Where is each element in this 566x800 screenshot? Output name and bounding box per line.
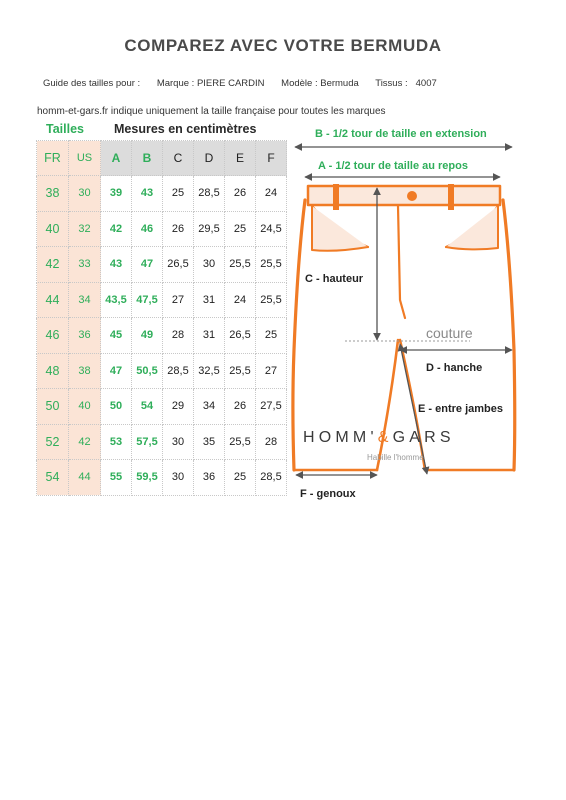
cell-f: 24,5 [256, 211, 287, 247]
header-e: E [225, 141, 256, 176]
cell-e: 26,5 [225, 318, 256, 354]
cell-b: 49 [132, 318, 163, 354]
guide-fabric-label: Tissus : [375, 78, 408, 89]
page-title: COMPAREZ AVEC VOTRE BERMUDA [124, 36, 442, 55]
cell-c: 28,5 [163, 353, 194, 389]
cell-fr: 50 [37, 389, 69, 425]
header-d: D [194, 141, 225, 176]
cell-f: 27,5 [256, 389, 287, 425]
cell-c: 25 [163, 176, 194, 212]
brand-logo: HOMM'&GARS [303, 429, 455, 446]
header-b: B [132, 141, 163, 176]
cell-a: 50 [101, 389, 132, 425]
cell-a: 39 [101, 176, 132, 212]
cell-us: 30 [69, 176, 101, 212]
info-text: homm-et-gars.fr indique uniquement la taille française pour toutes les marques [37, 106, 386, 117]
cell-d: 35 [194, 424, 225, 460]
cell-d: 28,5 [194, 176, 225, 212]
label-c: C - hauteur [305, 273, 364, 285]
cell-d: 36 [194, 460, 225, 496]
cell-c: 29 [163, 389, 194, 425]
cell-a: 53 [101, 424, 132, 460]
cell-f: 25 [256, 318, 287, 354]
cell-d: 30 [194, 247, 225, 283]
cell-f: 28,5 [256, 460, 287, 496]
header-fr: FR [37, 141, 69, 176]
cell-b: 47,5 [132, 282, 163, 318]
cell-e: 24 [225, 282, 256, 318]
cell-us: 42 [69, 424, 101, 460]
tailles-heading: Tailles [46, 122, 84, 136]
cell-c: 26 [163, 211, 194, 247]
cell-f: 25,5 [256, 282, 287, 318]
cell-a: 55 [101, 460, 132, 496]
cell-c: 30 [163, 460, 194, 496]
cell-b: 46 [132, 211, 163, 247]
guide-brand: Marque : PIERE CARDIN [156, 78, 265, 89]
cell-fr: 44 [37, 282, 69, 318]
cell-d: 34 [194, 389, 225, 425]
cell-a: 45 [101, 318, 132, 354]
cell-fr: 40 [37, 211, 69, 247]
cell-b: 57,5 [132, 424, 163, 460]
cell-f: 25,5 [256, 247, 287, 283]
cell-fr: 42 [37, 247, 69, 283]
cell-a: 43 [101, 247, 132, 283]
label-d: D - hanche [426, 362, 483, 374]
cell-e: 26 [225, 389, 256, 425]
cell-e: 25 [225, 460, 256, 496]
guide-label: Guide des tailles pour : [43, 78, 141, 89]
header-f: F [256, 141, 287, 176]
cell-fr: 48 [37, 353, 69, 389]
cell-us: 34 [69, 282, 101, 318]
cell-c: 30 [163, 424, 194, 460]
cell-d: 31 [194, 282, 225, 318]
cell-us: 32 [69, 211, 101, 247]
label-f: F - genoux [300, 488, 356, 500]
cell-d: 31 [194, 318, 225, 354]
cell-fr: 38 [37, 176, 69, 212]
cell-e: 25,5 [225, 247, 256, 283]
cell-c: 26,5 [163, 247, 194, 283]
header-us: US [69, 141, 101, 176]
cell-b: 43 [132, 176, 163, 212]
cell-us: 33 [69, 247, 101, 283]
cell-d: 29,5 [194, 211, 225, 247]
mesures-heading: Mesures en centimètres [114, 122, 257, 136]
brand-tagline: Habille l'homme [367, 453, 424, 462]
cell-e: 25,5 [225, 424, 256, 460]
guide-fabric-value: 4007 [415, 78, 437, 89]
header-c: C [163, 141, 194, 176]
cell-a: 43,5 [101, 282, 132, 318]
cell-f: 28 [256, 424, 287, 460]
label-a: A - 1/2 tour de taille au repos [318, 160, 468, 172]
cell-a: 42 [101, 211, 132, 247]
cell-f: 27 [256, 353, 287, 389]
label-b: B - 1/2 tour de taille en extension [315, 128, 487, 140]
shorts-outline [293, 184, 515, 470]
cell-fr: 54 [37, 460, 69, 496]
cell-f: 24 [256, 176, 287, 212]
cell-us: 40 [69, 389, 101, 425]
cell-b: 47 [132, 247, 163, 283]
cell-c: 27 [163, 282, 194, 318]
cell-d: 32,5 [194, 353, 225, 389]
label-couture: couture [426, 325, 473, 341]
cell-b: 59,5 [132, 460, 163, 496]
cell-b: 50,5 [132, 353, 163, 389]
cell-b: 54 [132, 389, 163, 425]
cell-e: 26 [225, 176, 256, 212]
cell-us: 36 [69, 318, 101, 354]
label-e: E - entre jambes [418, 403, 503, 415]
cell-fr: 46 [37, 318, 69, 354]
cell-e: 25,5 [225, 353, 256, 389]
guide-model: Modèle : Bermuda [281, 78, 359, 89]
cell-c: 28 [163, 318, 194, 354]
cell-us: 44 [69, 460, 101, 496]
cell-fr: 52 [37, 424, 69, 460]
cell-e: 25 [225, 211, 256, 247]
header-a: A [101, 141, 132, 176]
cell-us: 38 [69, 353, 101, 389]
cell-a: 47 [101, 353, 132, 389]
